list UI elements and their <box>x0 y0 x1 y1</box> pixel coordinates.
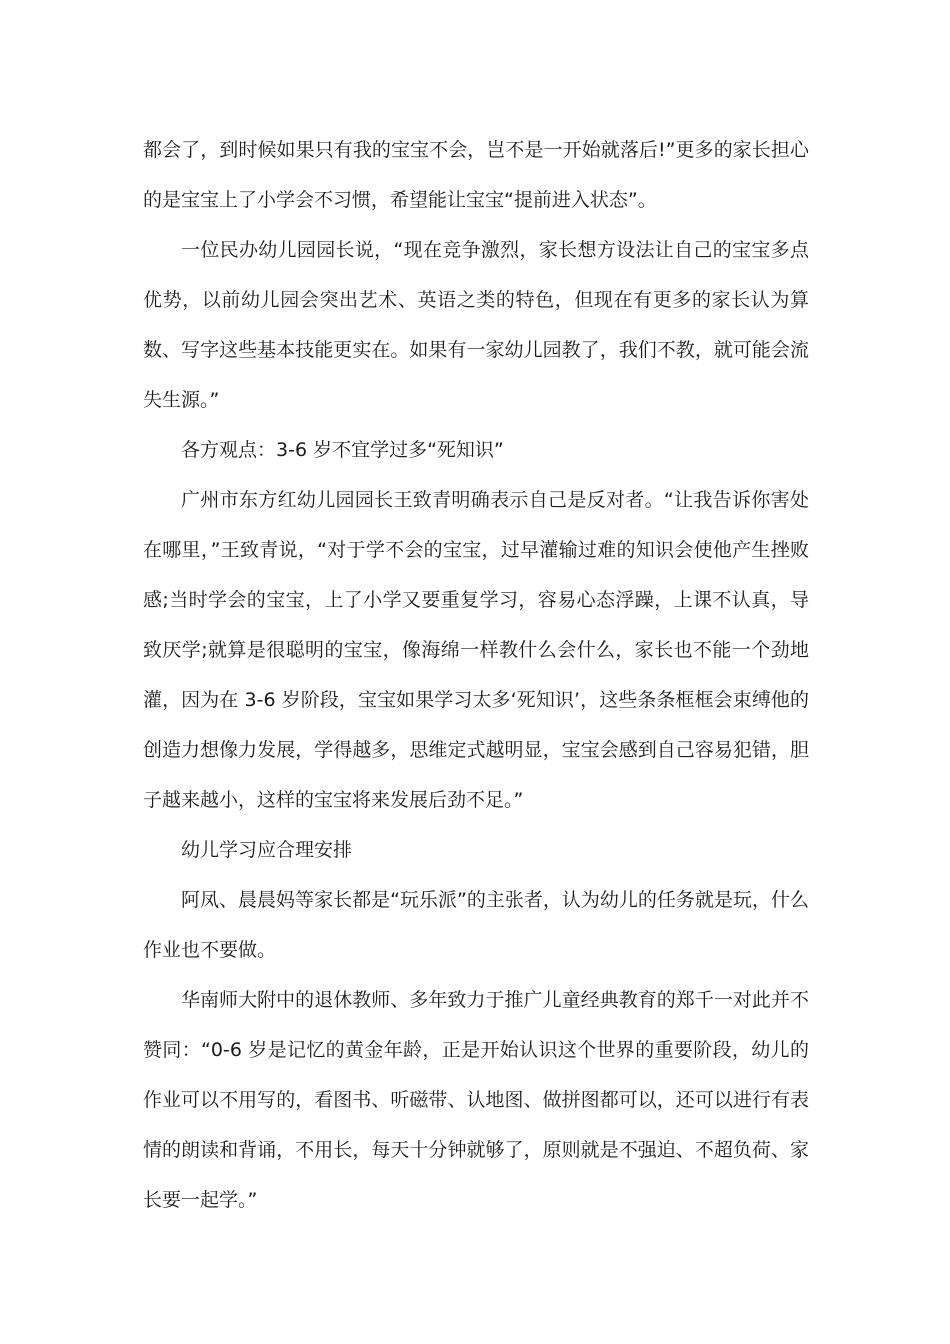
paragraph-wang-zhiqing: 广州市东方红幼儿园园长王致青明确表示自己是反对者。“让我告诉你害处在哪里，”王致青说，“对于学不会的宝宝，过早灌输过难的知识会使他产生挫败感;当时学会的宝宝，上了小学又要重复学习，容易心态浮躁，上课不认真，导致厌学;就算是很聪明的宝宝，像海绵一样教什么会什么，家长也不能一个劲地灌，因为在 3-6 岁阶段，宝宝如果学习太多‘死知识’，这些条条框框会束缚他的创造力想像力发展，学得越多，思维定式越明显，宝宝会感到自己容易犯错，胆子越来越小，这样的宝宝将来发展后劲不足。” <box>143 489 809 811</box>
section-heading-arrangement: 幼儿学习应合理安排 <box>181 839 353 861</box>
document-page <box>143 125 809 1225</box>
paragraph-play-advocates: 阿凤、晨晨妈等家长都是“玩乐派”的主张者，认为幼儿的任务就是玩，什么作业也不要做。 <box>143 889 809 961</box>
paragraph-intro-continued: 都会了，到时候如果只有我的宝宝不会，岂不是一开始就落后!”更多的家长担心的是宝宝上了小学会不习惯，希望能让宝宝“提前进入状态”。 <box>143 139 809 211</box>
paragraph-zheng-qianyi: 华南师大附中的退休教师、多年致力于推广儿童经典教育的郑千一对此并不赞同：“0-6 岁是记忆的黄金年龄，正是开始认识这个世界的重要阶段，幼儿的作业可以不用写的，看图书、听磁带、认地图、做拼图都可以，还可以进行有表情的朗读和背诵，不用长，每天十分钟就够了，原则就是不强迫、不超负荷、家长要一起学。” <box>143 989 809 1211</box>
paragraph-principal-quote: 一位民办幼儿园园长说，“现在竞争激烈，家长想方设法让自己的宝宝多点优势，以前幼儿园会突出艺术、英语之类的特色，但现在有更多的家长认为算数、写字这些基本技能更实在。如果有一家幼儿园教了，我们不教，就可能会流失生源。” <box>143 239 809 411</box>
section-heading-viewpoints: 各方观点：3-6 岁不宜学过多“死知识” <box>181 439 504 461</box>
